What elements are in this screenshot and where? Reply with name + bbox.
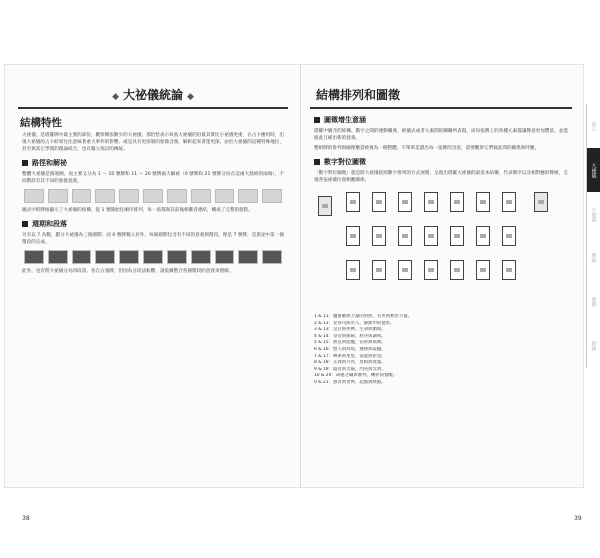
card-slot bbox=[215, 189, 235, 203]
chapter-tab-label: 實例 bbox=[590, 297, 597, 307]
tarot-card-slot bbox=[424, 260, 438, 280]
list-item: 5 & 15：教皇與惡魔，信仰與束縛。 bbox=[314, 340, 386, 346]
square-bullet-icon bbox=[314, 117, 320, 123]
list-item: 7 & 17：戰車與星星，前進與希望。 bbox=[314, 353, 386, 359]
card-slot bbox=[72, 250, 92, 264]
left-sub1-paragraph-2: 圖式中的牌組顯示了大祕儀的結構，從 1 號開始往順序排列，每一張都與其前後相鄰者連結，構成了完整的旅程。 bbox=[22, 208, 253, 213]
list-item: 0 & 21：愚者與世界，起點與終點。 bbox=[314, 379, 386, 385]
cycle-row-diagram bbox=[24, 250, 282, 264]
right-sub1-paragraph: 塔羅中圖含的結構、數字之間的連動關係，被儀式或者元素間的關聯所表現，而每張牌上的各種元素都讓牌意更加豐富，並能彼此互補出新的意義。 bbox=[314, 129, 568, 141]
title-rule bbox=[310, 107, 572, 109]
ornament-icon: ◆ bbox=[112, 92, 119, 102]
card-slot bbox=[167, 189, 187, 203]
chapter-tab-label: 牌陣 bbox=[590, 253, 597, 263]
card-slot bbox=[191, 189, 211, 203]
left-section-title: 結構特性 bbox=[20, 117, 62, 129]
chapter-tabs bbox=[586, 104, 600, 368]
tarot-card-slot bbox=[346, 226, 360, 246]
card-slot bbox=[143, 189, 163, 203]
book-gutter bbox=[300, 64, 301, 488]
left-chapter-title-text: 大祕儀統論 bbox=[122, 88, 183, 102]
chapter-tab-label: 附錄 bbox=[590, 341, 597, 351]
list-item: 10 & 20：命運之輪與審判，轉折與覺醒。 bbox=[314, 373, 398, 379]
card-slot bbox=[238, 189, 258, 203]
chapter-tab[interactable] bbox=[586, 324, 600, 368]
left-sub2-paragraph: 另有以 7 為數，劃分大祕儀為三個週期；而 0 號牌獨立於外，每個週期包含有不同的意義與階段，像是 7 號牌，是旅途中第一個階段的完成。 bbox=[22, 233, 284, 245]
left-intro-paragraph: 大祕儀，是塔羅牌中最主要的部份，觀察總張數少的大祕儀，那恰恰表示每張大祕儀的份量其實比小祕儀更重，在占卜應用時，出現大祕儀的占卜結果往往意味著重大事件的影響，或是具有更深層的象徵含義，解析起來著墨更深。由於大祕儀的這種特殊地位，甚至與其它學派的理論結合，也有獨立探討的傳統。 bbox=[22, 133, 284, 152]
card-slot bbox=[191, 250, 211, 264]
chapter-tab[interactable] bbox=[586, 280, 600, 324]
list-item: 8 & 18：正義與月亮，真相與迷霧。 bbox=[314, 360, 386, 366]
card-slot bbox=[24, 189, 44, 203]
card-slot bbox=[215, 250, 235, 264]
chapter-tab[interactable] bbox=[586, 104, 600, 148]
correspondence-list bbox=[314, 314, 568, 387]
chapter-tab-label: 大祕儀 bbox=[590, 162, 597, 178]
tarot-card-slot bbox=[346, 192, 360, 212]
card-slot bbox=[119, 189, 139, 203]
left-sub2-paragraph-2: 此外，也有將大祕儀分為四段落、各自五張牌，但因為分段法較難，請依據整合各個階段的意義來理解。 bbox=[22, 269, 234, 274]
tarot-card-slot bbox=[346, 260, 360, 280]
card-slot bbox=[95, 250, 115, 264]
left-sub1-paragraph: 整體大祕儀是個迴圈，而主要又分為 1 ～ 10 號牌和 11 ～ 20 號牌兩大解祕（0 號牌和 21 號牌分居在這兩大群組的兩端），不同階段有其不同的象徵意義。 bbox=[22, 172, 284, 184]
card-slot bbox=[119, 250, 139, 264]
right-subheading-1 bbox=[314, 115, 572, 125]
right-chapter-title: 結構排列和圖徵 bbox=[316, 88, 401, 102]
card-slot bbox=[262, 189, 282, 203]
square-bullet-icon bbox=[22, 160, 28, 166]
tarot-card-slot bbox=[398, 192, 412, 212]
tarot-card-slot bbox=[372, 226, 386, 246]
square-bullet-icon bbox=[314, 159, 320, 165]
chapter-tab[interactable] bbox=[586, 192, 600, 236]
card-slot bbox=[95, 189, 115, 203]
square-bullet-icon bbox=[22, 221, 28, 227]
tarot-card-slot bbox=[450, 192, 464, 212]
card-slot bbox=[143, 250, 163, 264]
card-slot bbox=[167, 250, 187, 264]
chapter-tab-label: 小祕儀 bbox=[590, 206, 597, 222]
tarot-card-slot bbox=[534, 192, 548, 212]
right-sub1-paragraph-2: 整組牌的排列與圖像應當被視為一個整體，不單單是讀出每一張牌的含意，還要觀察它們彼此間的關係與呼應。 bbox=[314, 146, 540, 151]
tarot-card-slot bbox=[398, 226, 412, 246]
title-rule bbox=[18, 107, 288, 109]
right-page bbox=[310, 72, 572, 482]
tarot-card-slot bbox=[318, 196, 332, 216]
left-subheading-2 bbox=[22, 219, 288, 229]
list-item: 6 & 16：戀人與高塔，選擇與震撼。 bbox=[314, 346, 386, 352]
left-subheading-1 bbox=[22, 158, 288, 168]
list-item: 3 & 13：皇后與死神，生命與循環。 bbox=[314, 327, 386, 333]
tarot-card-slot bbox=[476, 226, 490, 246]
list-item: 4 & 14：皇帝與節制，秩序與調和。 bbox=[314, 333, 386, 339]
tarot-card-slot bbox=[424, 226, 438, 246]
tarot-card-slot bbox=[450, 260, 464, 280]
card-slot bbox=[72, 189, 92, 203]
left-page bbox=[18, 72, 288, 482]
chapter-tab[interactable] bbox=[586, 236, 600, 280]
tarot-card-slot bbox=[372, 192, 386, 212]
left-page-number: 38 bbox=[22, 515, 30, 522]
card-slot bbox=[48, 250, 68, 264]
tarot-card-slot bbox=[502, 192, 516, 212]
left-chapter-title bbox=[18, 86, 288, 103]
card-layout-diagram bbox=[316, 188, 566, 308]
tarot-card-slot bbox=[424, 192, 438, 212]
tarot-card-slot bbox=[476, 260, 490, 280]
tarot-card-slot bbox=[450, 226, 464, 246]
card-slot bbox=[262, 250, 282, 264]
list-item: 9 & 19：隱者與太陽，內省與光明。 bbox=[314, 366, 386, 372]
list-item: 2 & 12：女祭司與吊人，靜默中的覺察。 bbox=[314, 320, 395, 326]
card-slot bbox=[48, 189, 68, 203]
card-row-diagram bbox=[24, 189, 282, 203]
tarot-card-slot bbox=[372, 260, 386, 280]
tarot-card-slot bbox=[502, 260, 516, 280]
card-slot bbox=[238, 250, 258, 264]
right-page-number: 39 bbox=[574, 515, 582, 522]
right-subheading-2 bbox=[314, 157, 572, 167]
right-subheading-1-text: 圖徵增生意涵 bbox=[324, 116, 366, 124]
chapter-tab[interactable] bbox=[586, 148, 600, 192]
ornament-icon: ◆ bbox=[187, 92, 194, 102]
left-subheading-2-text: 週期和段落 bbox=[32, 220, 67, 228]
list-item: 1 & 11：魔術師與力量的對照，有形與無形力量。 bbox=[314, 314, 413, 319]
right-subheading-2-text: 數字對位圖徵 bbox=[324, 158, 366, 166]
tarot-card-slot bbox=[398, 260, 412, 280]
tarot-card-slot bbox=[502, 226, 516, 246]
chapter-tab-label: 前言 bbox=[590, 121, 597, 131]
tarot-card-slot bbox=[476, 192, 490, 212]
right-sub2-paragraph: 「數字對位圖徵」就是將大祕儀依照數字排列的方式展開，呈現出塔羅大祕儀的最基本結構，代表牌序以及相對應的牌組，呈現各張祕儀位置相應關係。 bbox=[314, 171, 568, 183]
left-subheading-1-text: 路徑和解祕 bbox=[32, 159, 67, 167]
card-slot bbox=[24, 250, 44, 264]
